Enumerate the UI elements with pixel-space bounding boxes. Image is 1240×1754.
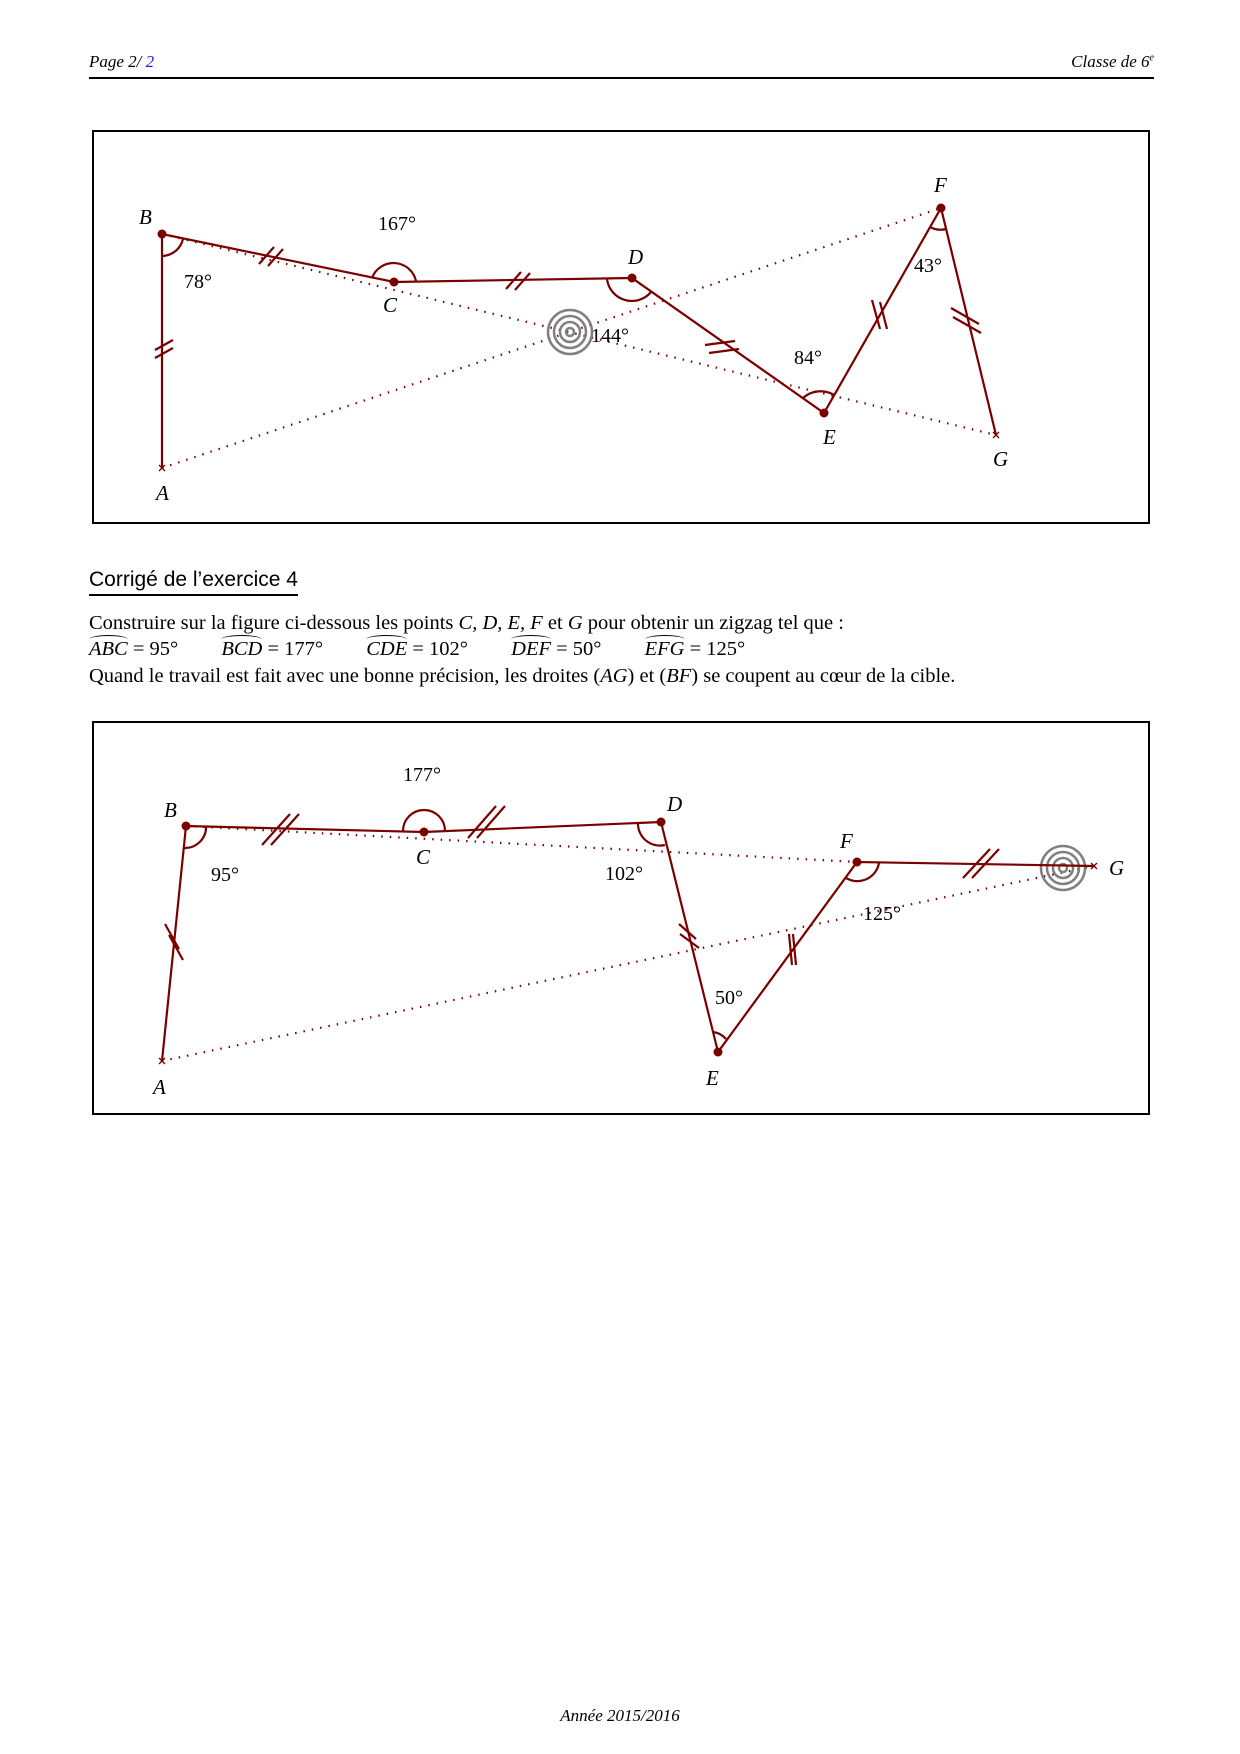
angle-label-C: 167°: [378, 213, 416, 235]
label-E: E: [706, 1066, 719, 1090]
angle-name: CDE: [366, 638, 408, 660]
line-BF-dotted: [186, 826, 857, 862]
angle-label-B: 95°: [211, 864, 239, 886]
points: [182, 818, 862, 1057]
constraint-abc: [89, 638, 178, 661]
angle-name: EFG: [644, 638, 685, 660]
point-B: [182, 822, 191, 831]
constraint-efg: [645, 638, 746, 661]
label-C: C: [383, 293, 398, 317]
instruction-line-3: [89, 665, 955, 688]
page-number: [89, 52, 154, 72]
zigzag-path: [162, 822, 1094, 1061]
angle-value: = 177°: [262, 638, 324, 660]
label-D: D: [628, 245, 644, 269]
point-C: [420, 828, 429, 837]
point-D: [628, 274, 637, 283]
label-G: G: [1109, 856, 1125, 880]
angle-name: ABC: [89, 638, 128, 660]
footer-year: Année 2015/2016: [560, 1706, 680, 1725]
header-rule: [89, 77, 1154, 79]
instruction-text: Construire sur la figure ci-dessous les points: [89, 612, 459, 634]
angle-name: BCD: [221, 638, 263, 660]
label-F: F: [840, 829, 853, 853]
line-AG-dotted: [162, 866, 1094, 1061]
line-ag: AG: [600, 665, 628, 687]
point-F: [937, 204, 946, 213]
figure-2: [92, 721, 1150, 1115]
angle-constraints: [89, 638, 783, 661]
instruction-text: pour obtenir un zigzag tel que :: [582, 612, 844, 634]
angle-label-E: 84°: [794, 347, 822, 369]
label-B: B: [164, 798, 177, 822]
angle-label-B: 78°: [184, 271, 212, 293]
angle-label-F: 43°: [914, 255, 942, 277]
points-list: C, D, E, F: [458, 612, 543, 634]
angle-value: = 50°: [551, 638, 602, 660]
page-prefix: Page 2/: [89, 52, 146, 71]
point-F: [853, 858, 862, 867]
label-A: A: [153, 1075, 166, 1099]
angle-label-D: 102°: [605, 863, 643, 885]
angle-label-C: 177°: [403, 764, 441, 786]
figure-1: [92, 130, 1150, 524]
angle-arc-E: [803, 391, 834, 398]
instruction-line-1: [89, 612, 844, 635]
section-title: Corrigé de l’exercice 4: [89, 568, 298, 596]
label-D: D: [667, 792, 683, 816]
angle-value: = 125°: [684, 638, 746, 660]
point-E: [714, 1048, 723, 1057]
target-icon: [548, 310, 592, 354]
angle-value: = 95°: [127, 638, 179, 660]
instruction-text: ) et (: [627, 665, 667, 687]
class-text: Classe de 6: [1071, 52, 1150, 71]
instruction-text: Quand le travail est fait avec une bonne précision, les droites (: [89, 665, 601, 687]
label-G: G: [993, 447, 1009, 471]
class-label: [1071, 52, 1154, 72]
label-A: A: [156, 481, 169, 505]
page-total-link[interactable]: 2: [145, 52, 155, 71]
equal-length-ticks: [165, 806, 999, 965]
constraint-def: [511, 638, 601, 661]
angle-label-D: 144°: [591, 325, 629, 347]
figure-2-drawing: [94, 723, 1152, 1117]
point-E: [820, 409, 829, 418]
angle-label-E: 50°: [715, 987, 743, 1009]
label-C: C: [416, 845, 431, 869]
point-B: [158, 230, 167, 239]
angle-label-F: 125°: [863, 903, 901, 925]
line-bf: BF: [666, 665, 692, 687]
target-icon: [1041, 846, 1085, 890]
label-E: E: [823, 425, 836, 449]
angle-arc-F: [930, 227, 946, 230]
angle-arc-B: [162, 239, 183, 256]
constraint-cde: [366, 638, 468, 661]
points: [158, 204, 946, 418]
cross-marks: [159, 432, 999, 471]
class-sup: e: [1149, 52, 1154, 64]
point-D: [657, 818, 666, 827]
label-F: F: [934, 173, 947, 197]
figure-1-drawing: [94, 132, 1152, 526]
angle-name: DEF: [511, 638, 551, 660]
label-B: B: [139, 205, 152, 229]
point-C: [390, 278, 399, 287]
instruction-text: et: [542, 612, 568, 634]
point-g: G: [567, 612, 583, 634]
constraint-bcd: [221, 638, 323, 661]
angle-arc-D: [607, 279, 651, 301]
instruction-text: ) se coupent au cœur de la cible.: [691, 665, 956, 687]
angle-value: = 102°: [407, 638, 469, 660]
